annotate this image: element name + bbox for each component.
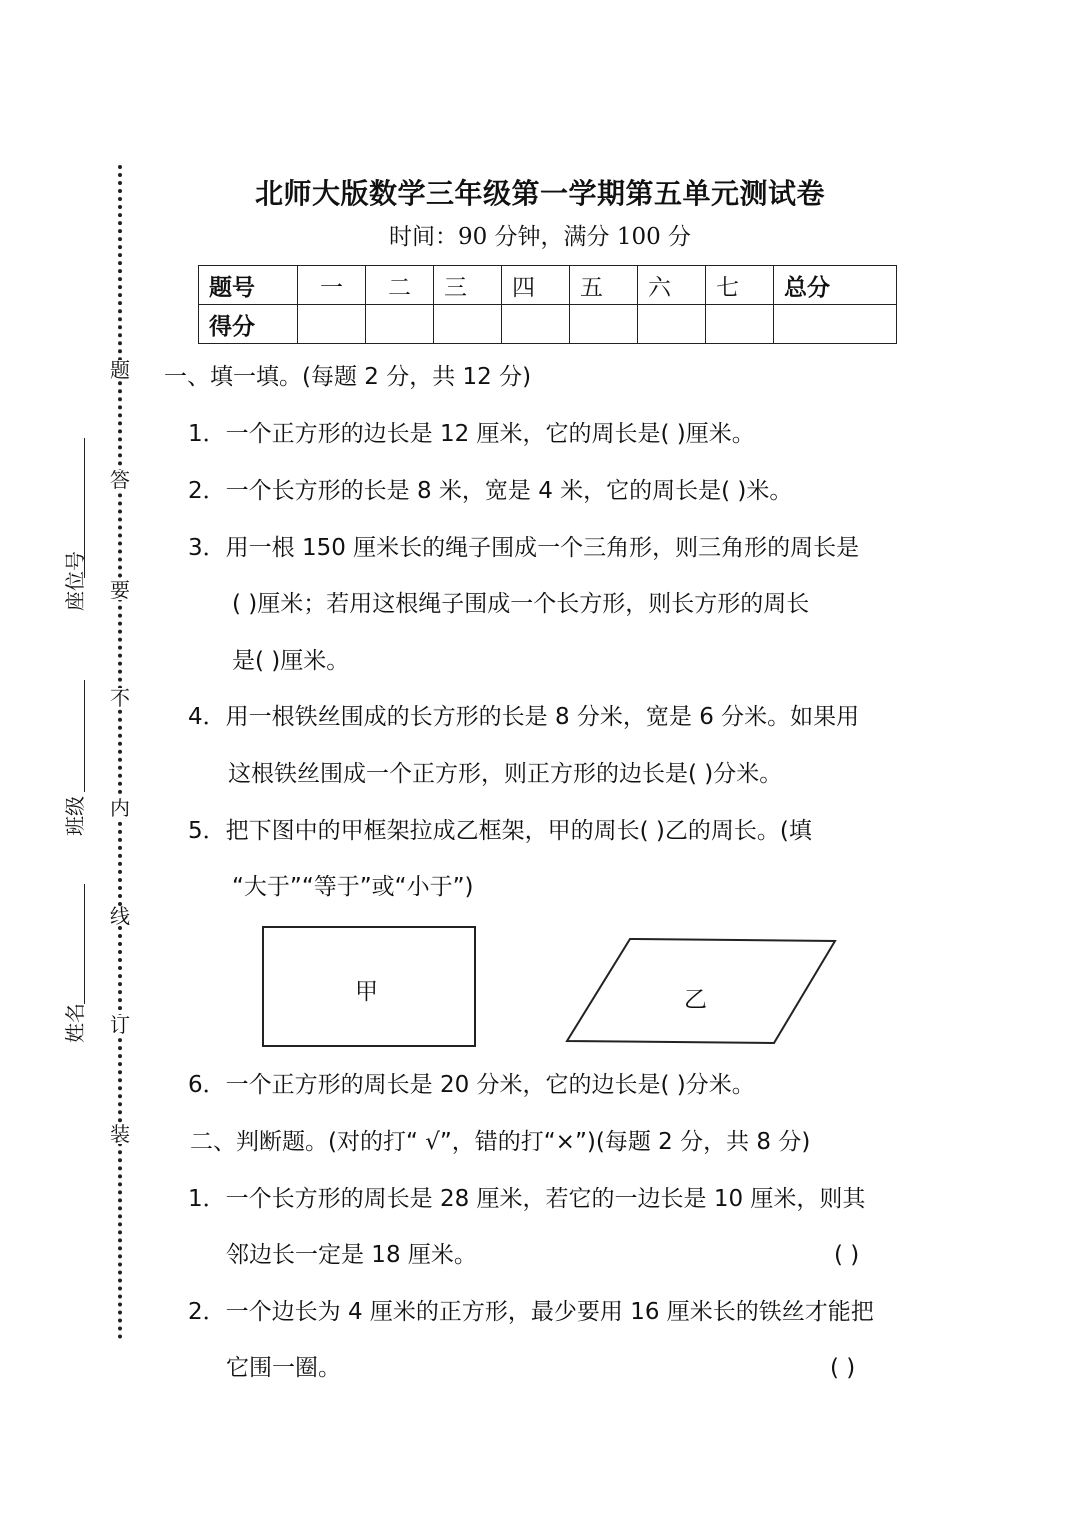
page-title: 北师大版数学三年级第一学期第五单元测试卷	[254, 177, 825, 210]
name-label: 姓名	[63, 1003, 87, 1043]
score-cell	[774, 305, 897, 344]
class-label: 班级	[63, 796, 87, 836]
binding-char: 订	[110, 1013, 130, 1037]
question-1-6: 6．一个正方形的周长是 20 分米，它的边长是( )分米。	[188, 1072, 755, 1098]
score-table	[198, 265, 897, 344]
binding-dotted-line	[118, 165, 122, 1340]
answer-blank: ( )	[830, 1355, 856, 1381]
score-table-header: 五	[570, 266, 638, 305]
score-table-header-row	[199, 266, 897, 305]
frame-a-label: 甲	[355, 979, 378, 1005]
score-cell	[570, 305, 638, 344]
exam-time-info: 时间：90 分钟，满分 100 分	[388, 224, 692, 250]
score-table-header: 七	[706, 266, 774, 305]
score-cell	[366, 305, 434, 344]
binding-char: 内	[110, 796, 130, 820]
section1-heading: 一、填一填。(每题 2 分，共 12 分)	[164, 364, 532, 390]
score-cell	[434, 305, 502, 344]
binding-char: 题	[110, 358, 130, 382]
question-1-2: 2．一个长方形的长是 8 米，宽是 4 米，它的周长是( )米。	[188, 478, 793, 504]
section2-heading: 二、判断题。(对的打“ √”，错的打“×”)(每题 2 分，共 8 分)	[190, 1129, 811, 1155]
question-1-4-line2: 这根铁丝围成一个正方形，则正方形的边长是( )分米。	[228, 761, 783, 787]
score-row-label: 得分	[199, 305, 298, 344]
seat-number-label: 座位号	[63, 551, 87, 611]
question-1-1: 1．一个正方形的边长是 12 厘米，它的周长是( )厘米。	[188, 421, 755, 447]
answer-blank: ( )	[834, 1242, 860, 1268]
frame-b-label: 乙	[684, 987, 707, 1013]
score-cell	[638, 305, 706, 344]
question-1-5-line2: “大于”“等于”或“小于”)	[232, 874, 474, 900]
score-table-header: 题号	[199, 266, 298, 305]
score-table-header: 一	[298, 266, 366, 305]
score-table-header: 总分	[774, 266, 897, 305]
question-1-3-line1: 3．用一根 150 厘米长的绳子围成一个三角形，则三角形的周长是	[188, 535, 860, 561]
score-cell	[502, 305, 570, 344]
question-2-1-line2: 邻边长一定是 18 厘米。	[226, 1242, 477, 1268]
name-line	[84, 884, 85, 1004]
score-table-header: 三	[434, 266, 502, 305]
question-1-5-line1: 5．把下图中的甲框架拉成乙框架，甲的周长( )乙的周长。(填	[188, 818, 812, 844]
question-2-1-line1: 1．一个长方形的周长是 28 厘米，若它的一边长是 10 厘米，则其	[188, 1186, 866, 1212]
score-table-score-row	[199, 305, 897, 344]
question-2-2-line1: 2．一个边长为 4 厘米的正方形，最少要用 16 厘米长的铁丝才能把	[188, 1299, 874, 1325]
score-cell	[706, 305, 774, 344]
score-table-header: 六	[638, 266, 706, 305]
question-1-4-line1: 4．用一根铁丝围成的长方形的长是 8 分米，宽是 6 分米。如果用	[188, 704, 860, 730]
question-1-3-line3: 是( )厘米。	[232, 648, 350, 674]
class-line	[84, 680, 85, 792]
question-1-3-line2: ( )厘米；若用这根绳子围成一个长方形，则长方形的周长	[232, 591, 810, 617]
binding-char: 答	[110, 468, 130, 492]
question-2-2-line2: 它围一圈。	[226, 1355, 341, 1381]
score-table-header: 二	[366, 266, 434, 305]
score-table-header: 四	[502, 266, 570, 305]
binding-char: 线	[110, 904, 130, 928]
binding-char: 要	[110, 578, 130, 602]
score-cell	[298, 305, 366, 344]
binding-char: 装	[110, 1122, 130, 1146]
binding-char: 不	[110, 686, 130, 710]
